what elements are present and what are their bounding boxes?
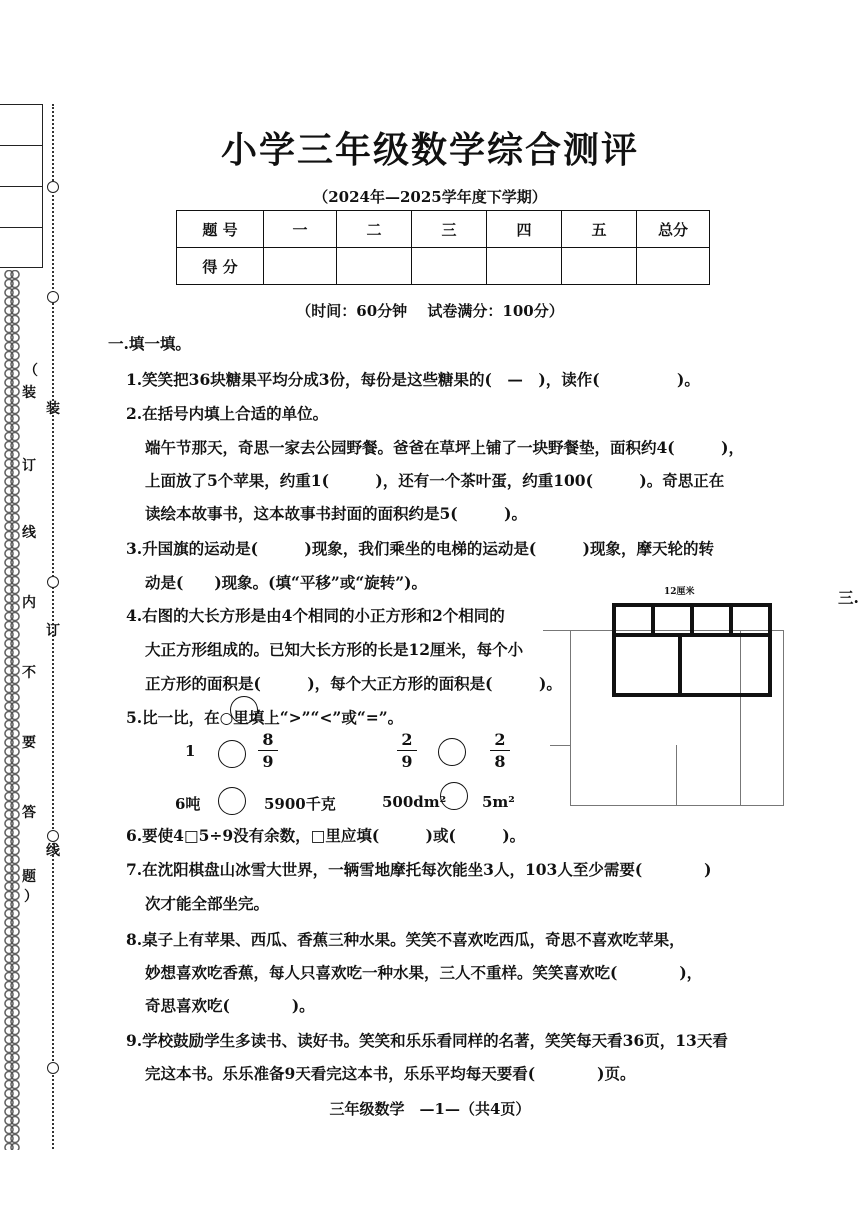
question-7-line: 次才能全部坐完。 <box>145 894 270 913</box>
score-cell[interactable] <box>337 248 412 285</box>
time-info: （时间：60分钟 试卷满分：100分） <box>296 302 564 320</box>
section-heading: 一.填一填。 <box>108 334 191 353</box>
binding-char: 不 <box>22 665 36 681</box>
question-8-line: 8.桌子上有苹果、西瓜、香蕉三种水果。笑笑不喜欢吃西瓜，奇思不喜欢吃苹果， <box>126 930 685 949</box>
score-header-cell: 题 号 <box>177 211 264 248</box>
page-subtitle: （2024年—2025学年度下学期） <box>313 188 547 206</box>
question-2-line: 上面放了5个苹果，约重1( )，还有一个茶叶蛋，约重100( )。奇思正在 <box>145 471 725 490</box>
binding-char: （ <box>24 363 38 379</box>
question-2-title: 2.在括号内填上合适的单位。 <box>126 404 329 423</box>
fraction: $\frac{2}{8}$ <box>490 730 510 773</box>
right-edge-text: 三. <box>838 588 859 607</box>
fraction: $\frac{8}{9}$ <box>258 730 278 773</box>
binding-char: ） <box>24 889 38 905</box>
score-cell[interactable] <box>562 248 637 285</box>
question-3-line: 动是( )现象。(填“平移”或“旋转”)。 <box>145 573 427 592</box>
compare-value: 6吨 <box>175 795 201 813</box>
compare-answer-circle[interactable] <box>218 740 246 768</box>
compare-circle-icon <box>230 696 258 724</box>
score-header-cell: 一 <box>264 211 337 248</box>
compare-value: 1 <box>185 742 196 760</box>
binding-char: 要 <box>22 735 36 751</box>
binding-char: 内 <box>22 595 36 611</box>
page-footer: 三年级数学 —1—（共4页） <box>329 1100 531 1118</box>
question-9-line: 9.学校鼓励学生多读书、读好书。笑笑和乐乐看同样的名著，笑笑每天看36页，13天看 <box>126 1031 728 1050</box>
rectangle-figure <box>612 603 772 697</box>
question-4-line: 正方形的面积是( )，每个大正方形的面积是( )。 <box>145 674 562 693</box>
score-table <box>176 210 710 285</box>
binding-char: 题 <box>22 869 36 885</box>
score-header-cell: 总分 <box>637 211 710 248</box>
question-3-line: 3.升国旗的运动是( )现象，我们乘坐的电梯的运动是( )现象，摩天轮的转 <box>126 539 715 558</box>
question-4-line: 大正方形组成的。已知大长方形的长是12厘米，每个小 <box>145 640 524 659</box>
question-7-line: 7.在沈阳棋盘山冰雪大世界，一辆雪地摩托每次能坐3人，103人至少需要( ) <box>126 860 712 879</box>
binding-rings-inner <box>8 270 22 1150</box>
compare-answer-circle[interactable] <box>218 787 246 815</box>
score-cell[interactable] <box>412 248 487 285</box>
score-header-cell: 五 <box>562 211 637 248</box>
question-2-line: 读绘本故事书，这本故事书封面的面积约是5( )。 <box>145 504 527 523</box>
binding-char: 订 <box>46 623 60 639</box>
binding-char: 线 <box>22 525 36 541</box>
score-table-header-row <box>177 211 710 248</box>
page-title: 小学三年级数学综合测评 <box>220 130 639 171</box>
score-header-cell: 二 <box>337 211 412 248</box>
score-cell[interactable] <box>487 248 562 285</box>
binding-hole <box>47 1062 59 1074</box>
question-9-line: 完这本书。乐乐准备9天看完这本书，乐乐平均每天要看( )页。 <box>145 1064 636 1083</box>
question-1: 1.笑笑把36块糖果平均分成3份，每份是这些糖果的( — )，读作( )。 <box>126 370 700 389</box>
question-5-title: 5.比一比，在○里填上“>”“<”或“=”。 <box>126 708 404 727</box>
compare-answer-circle[interactable] <box>440 782 468 810</box>
score-header-cell: 四 <box>487 211 562 248</box>
fraction: $\frac{2}{9}$ <box>397 730 417 773</box>
score-cell[interactable] <box>637 248 710 285</box>
bleed-through-line <box>676 745 677 805</box>
binding-char: 答 <box>22 805 36 821</box>
compare-value: 5900千克 <box>264 795 336 813</box>
figure-length-label: 12厘米 <box>664 587 695 597</box>
question-6: 6.要使4□5÷9没有余数，□里应填( )或( )。 <box>126 826 526 845</box>
score-row-label: 得 分 <box>177 248 264 285</box>
compare-value: 5m² <box>482 793 515 811</box>
binding-char: 线 <box>46 843 60 859</box>
bleed-through-line <box>570 630 571 806</box>
binding-hole <box>47 576 59 588</box>
bleed-through-line <box>783 630 784 806</box>
binding-char: 装 <box>22 385 36 401</box>
bleed-through-line <box>570 805 784 806</box>
score-header-cell: 三 <box>412 211 487 248</box>
score-table-score-row <box>177 248 710 285</box>
question-4-line: 4.右图的大长方形是由4个相同的小正方形和2个相同的 <box>126 606 505 625</box>
compare-value: 500dm² <box>382 793 447 811</box>
compare-answer-circle[interactable] <box>438 738 466 766</box>
question-8-line: 妙想喜欢吃香蕉，每人只喜欢吃一种水果，三人不重样。笑笑喜欢吃( )， <box>145 963 703 982</box>
question-2-line: 端午节那天，奇思一家去公园野餐。爸爸在草坪上铺了一块野餐垫，面积约4( )， <box>145 438 744 457</box>
score-cell[interactable] <box>264 248 337 285</box>
binding-char: 装 <box>46 401 60 417</box>
question-8-line: 奇思喜欢吃( )。 <box>145 996 315 1015</box>
binding-char: 订 <box>22 458 36 474</box>
bleed-through-line <box>550 745 570 746</box>
